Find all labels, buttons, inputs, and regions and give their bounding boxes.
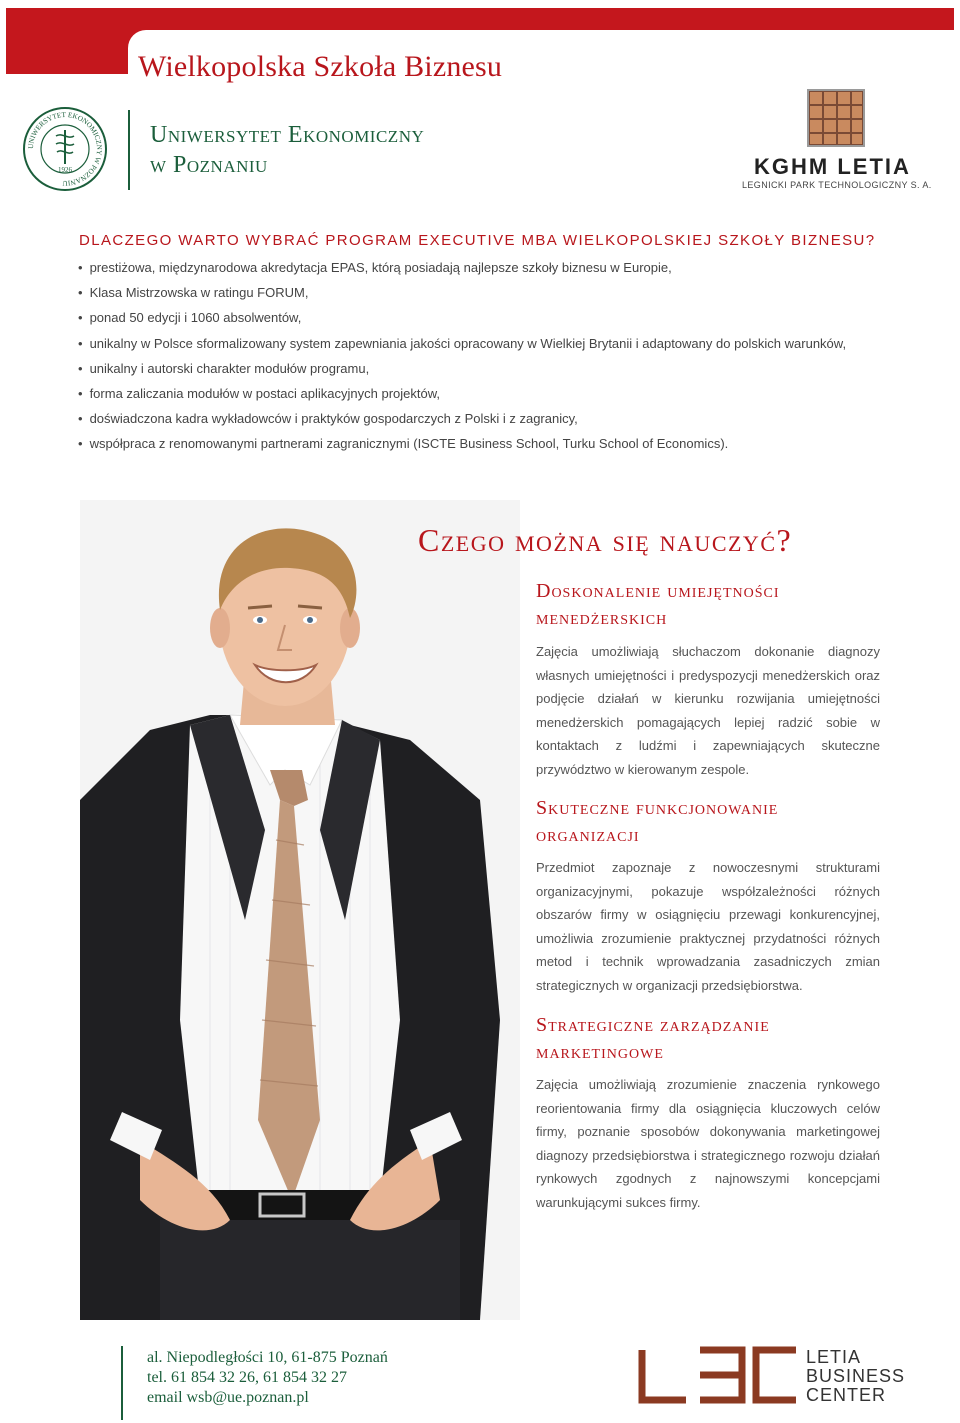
university-line-1: Uniwersytet Ekonomiczny xyxy=(150,122,425,148)
section-title-3 xyxy=(536,1012,770,1066)
kghm-subtitle: LEGNICKI PARK TECHNOLOGICZNY S. A. xyxy=(742,180,932,190)
university-name xyxy=(150,120,424,180)
list-item: • Klasa Mistrzowska w ratingu FORUM, xyxy=(78,283,846,308)
lbc-line: CENTER xyxy=(806,1385,887,1405)
footer-contact xyxy=(147,1348,388,1408)
list-item: • ponad 50 edycji i 1060 absolwentów, xyxy=(78,308,846,333)
lbc-line: LETIA xyxy=(806,1347,862,1367)
learn-title: Czego można się nauczyć? xyxy=(418,522,793,558)
section-title-2 xyxy=(536,795,778,849)
list-item: • unikalny w Polsce sformalizowany system zapewniania jakości opracowany w Wielkiej Brytanii i adaptowany do polskich warunków, xyxy=(78,334,846,359)
address: al. Niepodległości 10, 61-875 Poznań xyxy=(147,1349,388,1366)
section-body-2: Przedmiot zapoznaje z nowoczesnymi strukturami organizacyjnymi, pokazuje współzależności różnych obszarów firmy w osiągnięciu przewagi konkurencyjnej, umożliwia zrozumienie praktycznej przydatności różnych metod i technik wprowadzania zasadniczych zmian strategicznych w organizacji przedsiębiorstwa. xyxy=(536,860,880,993)
section-title-line: marketingowe xyxy=(536,1041,664,1063)
section-title-1 xyxy=(536,578,780,632)
phone: tel. 61 854 32 26, 61 854 32 27 xyxy=(147,1369,347,1386)
lbc-line: BUSINESS xyxy=(806,1366,906,1386)
why-heading: DLACZEGO WARTO WYBRAĆ PROGRAM EXECUTIVE MBA WIELKOPOLSKIEJ SZKOŁY BIZNESU? xyxy=(79,232,876,249)
section-title-line: Skuteczne funkcjonowanie xyxy=(536,797,779,819)
seal-year: 1926 xyxy=(58,166,72,174)
section-title-line: menedżerskich xyxy=(536,607,668,629)
footer-divider xyxy=(121,1346,123,1420)
section-title-line: organizacji xyxy=(536,824,640,846)
section-body-3: Zajęcia umożliwiają zrozumienie znaczenia rynkowego reorientowania firmy dla osiągnięcia kluczowych celów firmy, poznanie sposobów dokonywania marketingowej diagnozy przedsiębiorstwa i strategicznego rozwoju działań rynkowych zgodnych z najnowszymi koncepcjami warunkującymi sukces firmy. xyxy=(536,1077,880,1210)
seal-text: UNIWERSYTET EKONOMICZNY W POZNANIU xyxy=(26,110,104,188)
list-item: • forma zaliczania modułów w postaci aplikacyjnych projektów, xyxy=(78,384,846,409)
email-link[interactable]: email wsb@ue.poznan.pl xyxy=(147,1389,309,1406)
section-title-line: Doskonalenie umiejętności xyxy=(536,580,780,602)
university-divider xyxy=(128,110,130,190)
school-name: Wielkopolska Szkoła Biznesu xyxy=(138,50,503,83)
section-title-line: Strategiczne zarządzanie xyxy=(536,1014,770,1036)
list-item: • unikalny i autorski charakter modułów programu, xyxy=(78,359,846,384)
section-body-1: Zajęcia umożliwiają słuchaczom dokonanie diagnozy własnych umiejętności i predyspozycji menedżerskich oraz podjęcie działań w kierunku rozwijania umiejętności menedżerskich pomagających lepiej radzić sobie w kontaktach z ludźmi i zapewniających skuteczne przywództwo w kierowanym zespole. xyxy=(536,644,880,777)
kghm-name: KGHM LETIA xyxy=(754,154,911,179)
university-seal-logo xyxy=(22,106,108,192)
list-item: • współpraca z renomowanymi partnerami zagranicznymi (ISCTE Business School, Turku School of Economics). xyxy=(78,434,846,459)
businessman-photo xyxy=(80,500,520,1320)
lbc-name xyxy=(806,1348,905,1405)
university-line-2: w Poznaniu xyxy=(150,152,268,178)
list-item: • doświadczona kadra wykładowców i praktyków gospodarczych z Polski i z zagranicy, xyxy=(78,409,846,434)
list-item: • prestiżowa, międzynarodowa akredytacja EPAS, którą posiadają najlepsze szkoły biznesu w Europie, xyxy=(78,258,846,283)
why-list xyxy=(78,258,846,460)
